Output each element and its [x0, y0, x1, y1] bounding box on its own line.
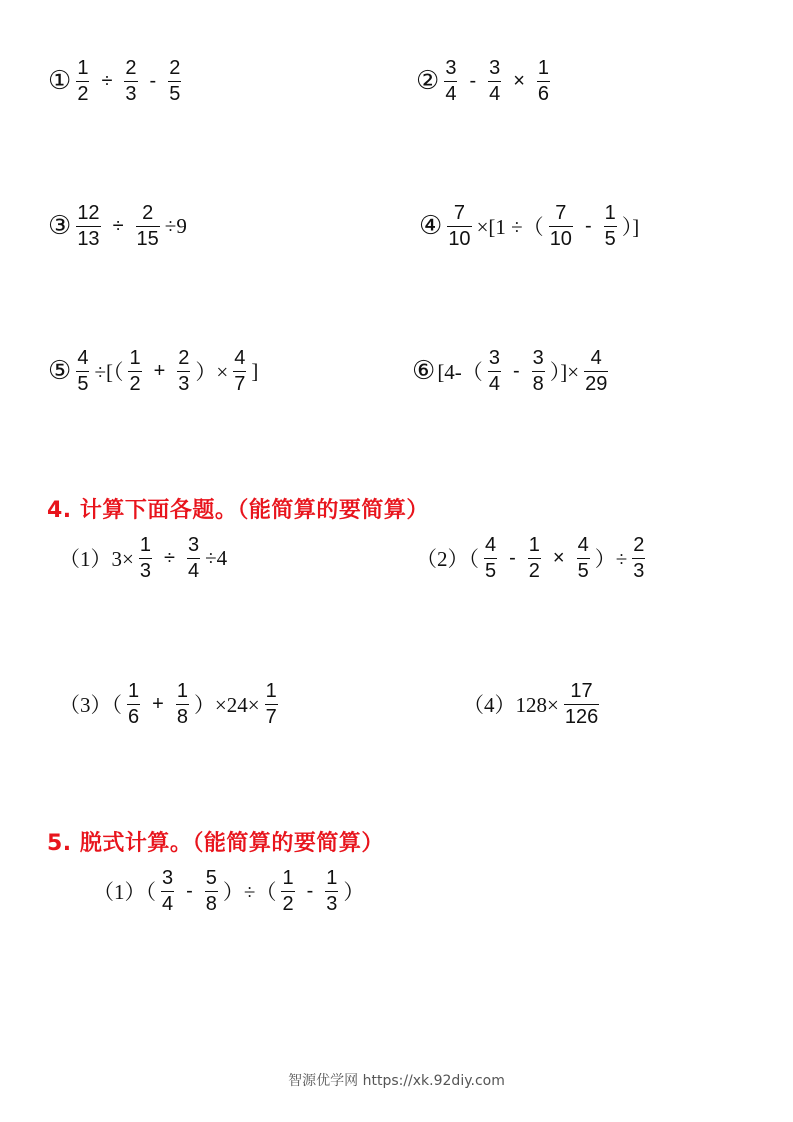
numerator: 2 [125, 56, 137, 79]
denominator: 126 [564, 705, 599, 728]
fraction [447, 203, 471, 250]
numerator: 4 [577, 533, 589, 556]
fraction [124, 58, 137, 105]
fraction [128, 348, 141, 395]
denominator: 13 [77, 227, 100, 250]
denominator: 3 [125, 82, 137, 105]
numerator: 4 [485, 533, 497, 556]
denominator: 2 [129, 372, 141, 395]
denominator: 2 [282, 892, 294, 915]
denominator: 10 [549, 227, 572, 250]
denominator: 6 [537, 82, 550, 105]
expression-text: ÷4 [205, 545, 228, 570]
problem-number: ③ [48, 211, 72, 241]
expression-text: （4）128× [463, 693, 559, 717]
operator: - [512, 359, 520, 382]
expression-text: ）÷ [594, 547, 628, 571]
denominator: 5 [169, 82, 181, 105]
expression-text: （3）（ [59, 693, 122, 717]
numerator: 1 [537, 56, 550, 79]
denominator: 5 [77, 372, 89, 395]
expression-text: ÷9 [164, 213, 187, 238]
fraction [168, 58, 181, 105]
numerator: 1 [326, 866, 338, 889]
numerator: 1 [528, 533, 540, 556]
fraction [265, 681, 278, 728]
expression-text: ）÷（ [222, 880, 277, 904]
numerator: 3 [187, 533, 200, 556]
numerator: 1 [265, 679, 277, 702]
numerator: 1 [604, 201, 616, 224]
section-4-heading: 4. 计算下面各题。（能简算的要简算） [47, 498, 429, 523]
fraction [604, 203, 617, 250]
fraction [136, 203, 160, 250]
operator: × [552, 546, 565, 569]
expression-text: ] [251, 358, 259, 383]
operator: ÷ [112, 214, 124, 237]
operator: ÷ [163, 546, 175, 569]
operator: × [513, 69, 525, 92]
operator: - [149, 69, 157, 92]
fraction [205, 868, 218, 915]
denominator: 15 [136, 227, 159, 250]
expression-text: ） [343, 880, 365, 904]
denominator: 7 [234, 372, 246, 395]
question-4-1 [58, 532, 228, 584]
operator: + [152, 692, 164, 715]
operator: - [509, 546, 516, 569]
fraction [528, 535, 541, 582]
fraction [484, 535, 497, 582]
numerator: 7 [453, 201, 465, 224]
fraction [76, 58, 89, 105]
fraction [584, 348, 608, 395]
question-5-1 [92, 865, 365, 917]
fraction [76, 203, 100, 250]
footer-watermark: 智源优学网 https://xk.92diy.com [288, 1073, 505, 1089]
denominator: 3 [326, 892, 338, 915]
denominator: 7 [265, 705, 277, 728]
numerator: 17 [570, 679, 593, 702]
problem-number: ② [416, 66, 440, 96]
numerator: 1 [176, 679, 188, 702]
denominator: 8 [532, 372, 544, 395]
question-4-2 [415, 532, 649, 584]
question-4-4 [462, 678, 603, 730]
fraction [532, 348, 545, 395]
problem-2 [416, 55, 554, 107]
numerator: 7 [555, 201, 567, 224]
numerator: 5 [205, 866, 217, 889]
problem-6 [412, 345, 612, 397]
denominator: 6 [128, 705, 140, 728]
numerator: 1 [282, 866, 294, 889]
fraction [187, 535, 200, 582]
problem-number: ⑥ [412, 356, 436, 386]
fraction [564, 681, 599, 728]
fraction [281, 868, 294, 915]
problem-4 [419, 200, 640, 252]
denominator: 5 [577, 559, 589, 582]
numerator: 3 [488, 346, 500, 369]
expression-text: ）× [195, 360, 229, 384]
numerator: 12 [77, 201, 100, 224]
denominator: 2 [528, 559, 540, 582]
denominator: 10 [448, 227, 471, 250]
problem-1 [48, 55, 185, 107]
expression-text: （1）3× [59, 547, 134, 571]
fraction [177, 348, 190, 395]
denominator: 4 [488, 372, 500, 395]
numerator: 2 [169, 56, 181, 79]
numerator: 1 [139, 533, 151, 556]
denominator: 4 [489, 82, 501, 105]
denominator: 3 [139, 559, 151, 582]
denominator: 4 [445, 82, 457, 105]
operator: - [306, 879, 314, 902]
denominator: 5 [485, 559, 497, 582]
fraction [139, 535, 152, 582]
numerator: 4 [234, 346, 246, 369]
denominator: 4 [187, 559, 200, 582]
fraction [76, 348, 89, 395]
denominator: 29 [585, 372, 608, 395]
numerator: 2 [633, 533, 645, 556]
numerator: 2 [178, 346, 190, 369]
denominator: 3 [633, 559, 645, 582]
expression-text: ）] [621, 215, 640, 239]
problem-3 [48, 200, 188, 252]
operator: - [469, 69, 477, 92]
numerator: 2 [142, 201, 154, 224]
fraction [537, 58, 550, 105]
fraction [488, 58, 501, 105]
expression-text: （2）（ [416, 547, 479, 571]
numerator: 1 [77, 56, 89, 79]
fraction [632, 535, 645, 582]
expression-text: ）]× [549, 360, 580, 384]
fraction [549, 203, 573, 250]
fraction [233, 348, 246, 395]
numerator: 1 [128, 679, 140, 702]
fraction [176, 681, 189, 728]
fraction [127, 681, 140, 728]
expression-text: ×[1 ÷（ [476, 215, 544, 239]
denominator: 5 [604, 227, 616, 250]
denominator: 4 [162, 892, 174, 915]
operator: + [153, 359, 166, 382]
operator: - [584, 214, 592, 237]
fraction [488, 348, 501, 395]
denominator: 3 [178, 372, 190, 395]
problem-5 [48, 345, 259, 397]
expression-text: ÷[（ [94, 360, 124, 384]
denominator: 8 [205, 892, 217, 915]
operator: ÷ [101, 69, 113, 92]
problem-number: ① [48, 66, 72, 96]
expression-text: [4-（ [437, 360, 483, 384]
numerator: 4 [77, 346, 89, 369]
denominator: 8 [176, 705, 188, 728]
problem-number: ⑤ [48, 356, 72, 386]
numerator: 3 [445, 56, 457, 79]
question-4-3 [58, 678, 282, 730]
numerator: 3 [532, 346, 544, 369]
problem-number: ④ [419, 211, 443, 241]
numerator: 3 [489, 56, 501, 79]
numerator: 3 [162, 866, 174, 889]
operator: - [186, 879, 193, 902]
expression-text: （1）（ [93, 880, 156, 904]
expression-text: ）×24× [193, 693, 260, 717]
numerator: 1 [129, 346, 141, 369]
fraction [161, 868, 174, 915]
section-5-heading: 5. 脱式计算。（能简算的要简算） [47, 831, 384, 856]
numerator: 4 [590, 346, 602, 369]
fraction [325, 868, 338, 915]
denominator: 2 [77, 82, 89, 105]
fraction [444, 58, 457, 105]
fraction [577, 535, 590, 582]
